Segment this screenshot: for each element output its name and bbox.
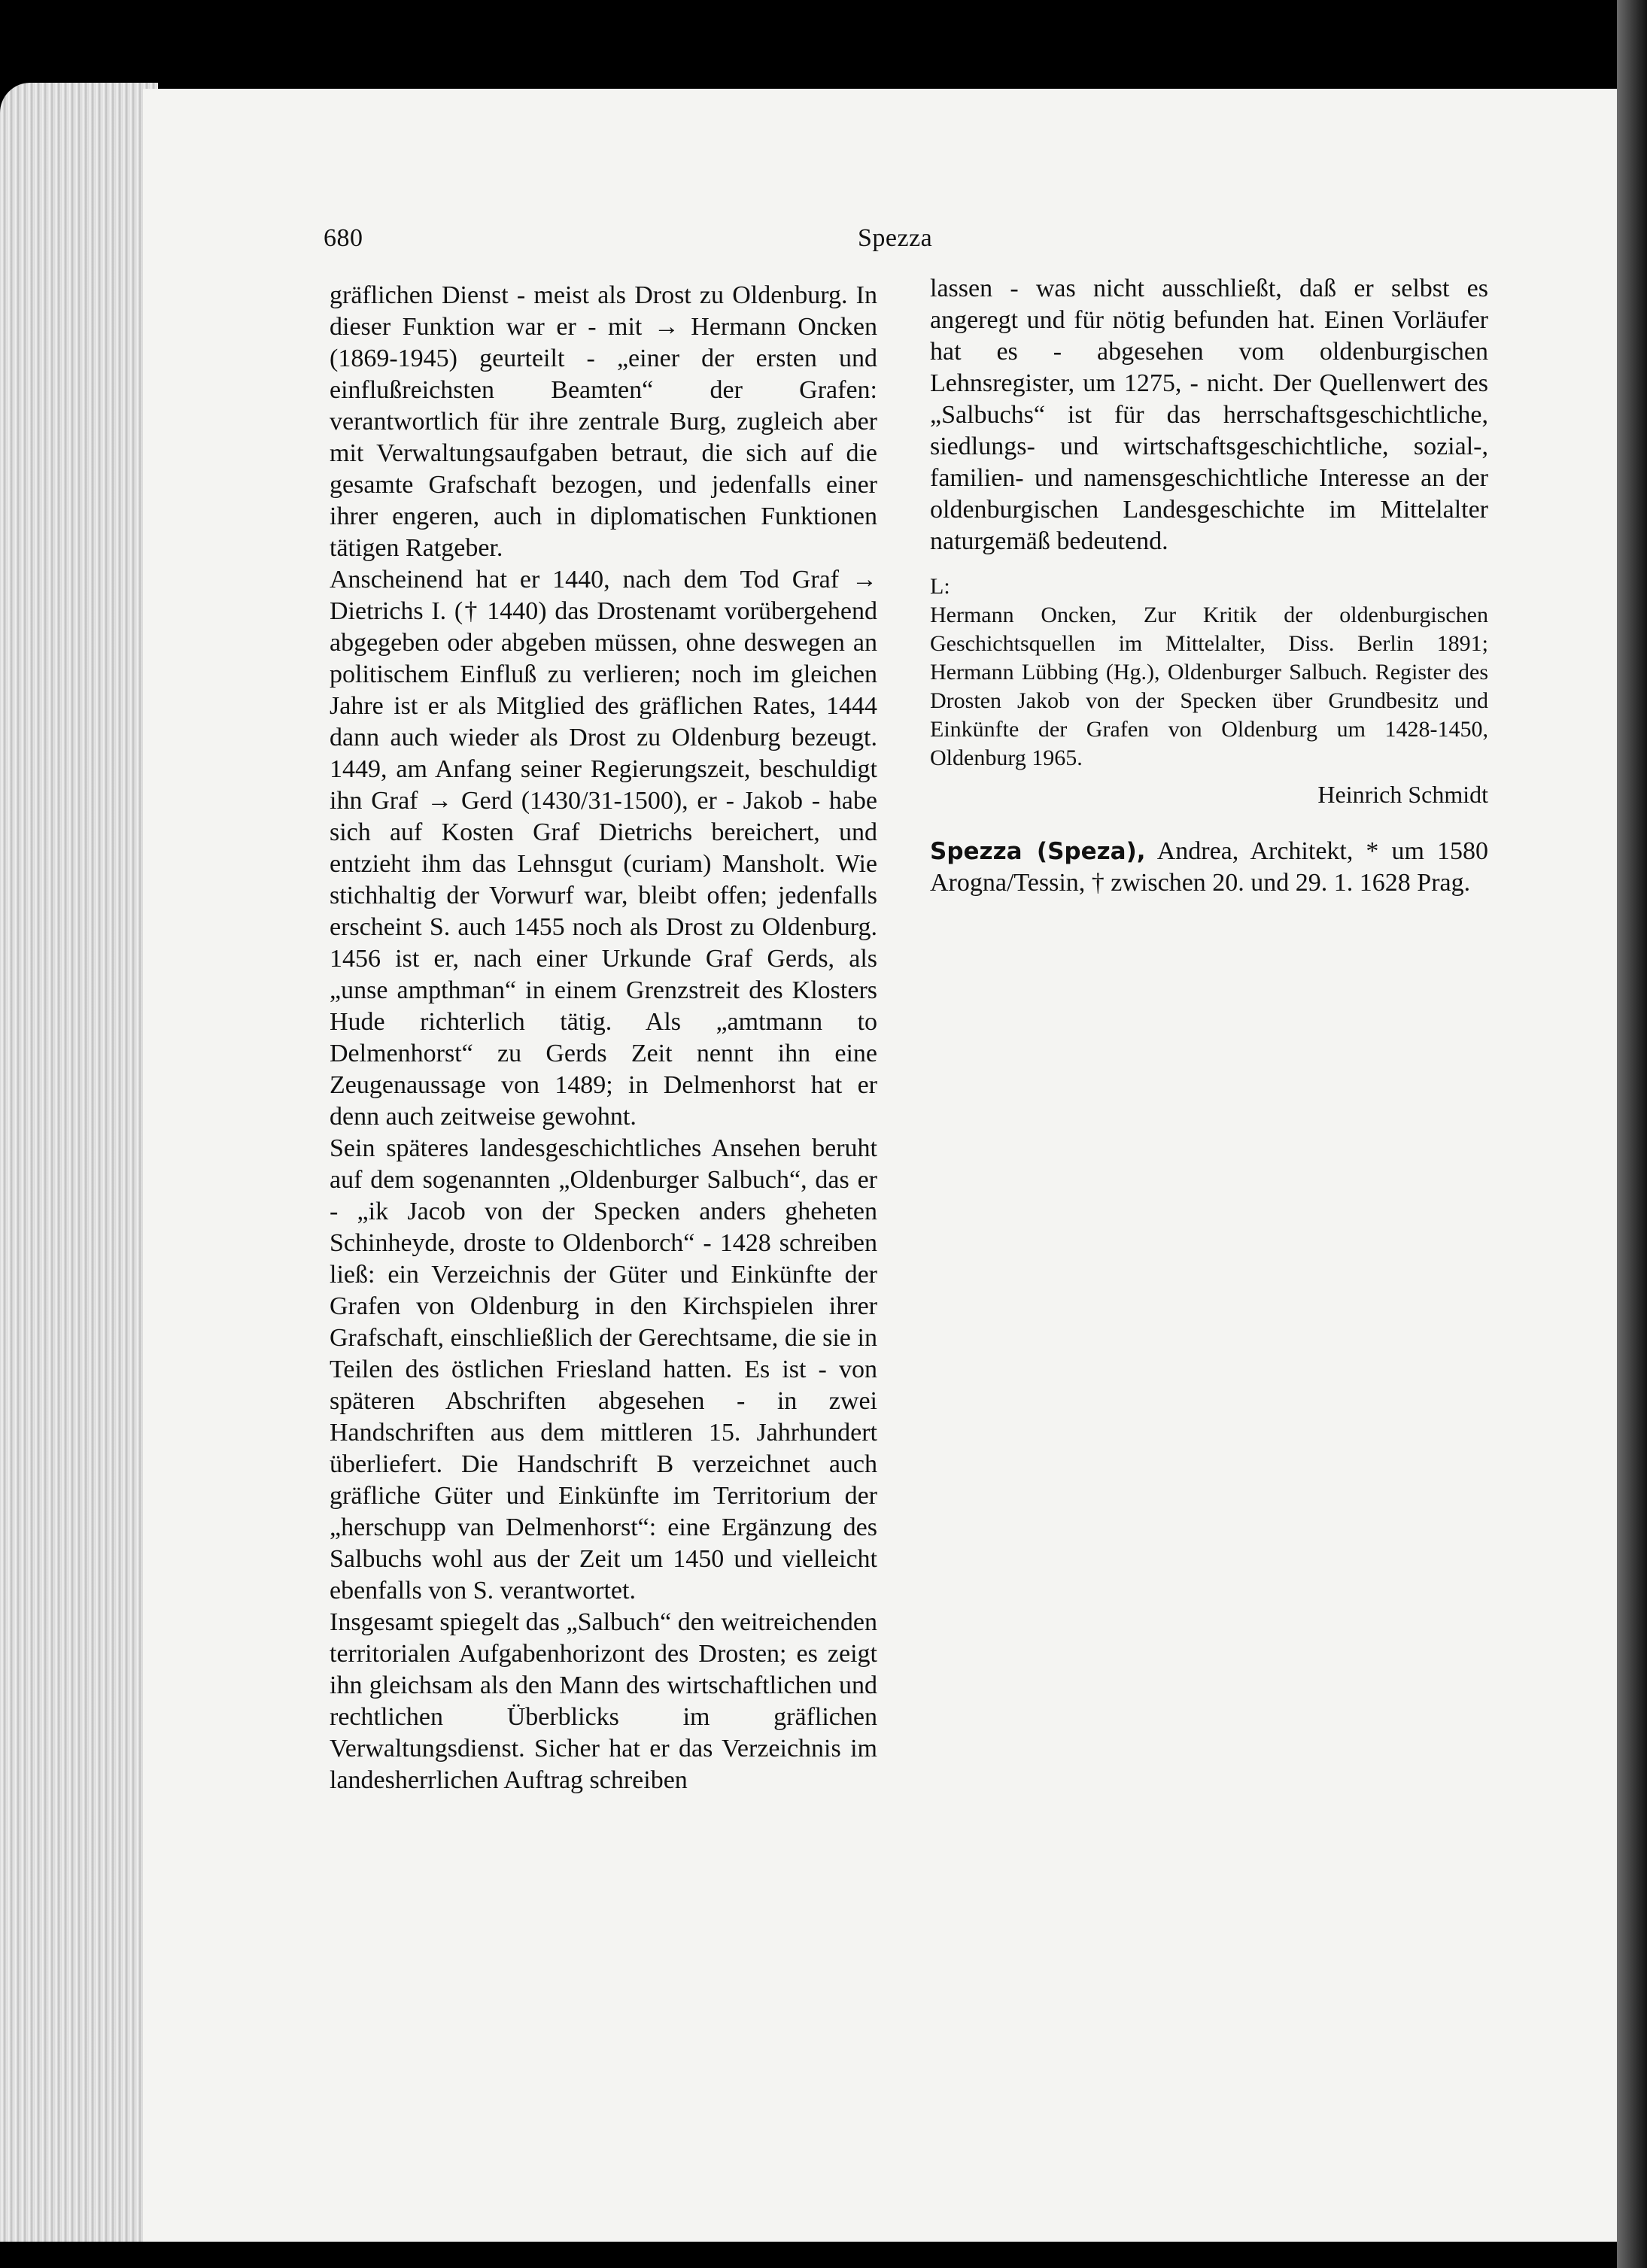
right-column	[930, 273, 1488, 899]
left-paragraph-2: Anscheinend hat er 1440, nach dem Tod Graf → Dietrichs I. († 1440) das Drostenamt vorübergehend abgegeben oder abgeben müssen, ohne deswegen an politischem Einfluß zu verlieren; noch im gleichen Jahre ist er als Mitglied des gräflichen Rates, 1444 dann auch wieder als Drost zu Oldenburg bezeugt. 1449, am Anfang seiner Regierungszeit, beschuldigt ihn Graf → Gerd (1430/31-1500), er - Jakob - habe sich auf Kosten Graf Dietrichs bereichert, und entzieht ihm das Lehnsgut (curiam) Mansholt. Wie stichhaltig der Vorwurf war, bleibt offen; jedenfalls erscheint S. auch 1455 noch als Drost zu Oldenburg. 1456 ist er, nach einer Urkunde Graf Gerds, als „unse ampthman“ in einem Grenzstreit des Klosters Hude richterlich tätig. Als „amtmann to Delmenhorst“ zu Gerds Zeit nennt ihn eine Zeugenaussage von 1489; in Delmenhorst hat er denn auch zeitweise gewohnt.	[330, 566, 877, 1131]
next-entry-heading: Spezza (Speza),	[930, 838, 1146, 865]
next-entry-text: Andrea, Architekt, * um 1580 Arogna/Tessin, † zwischen 20. und 29. 1. 1628 Prag.	[930, 837, 1488, 897]
page-number: 680	[324, 224, 363, 252]
running-title: Spezza	[858, 224, 933, 252]
next-entry	[930, 836, 1488, 899]
left-paragraph-4: Insgesamt spiegelt das „Salbuch“ den weitreichenden territorialen Aufgabenhorizont des Drosten; es zeigt ihn gleichsam als den Mann des wirtschaftlichen und rechtlichen Überblicks im gräflichen Verwaltungsdienst. Sicher hat er das Verzeichnis im landesherrlichen Auftrag schreiben	[330, 1608, 877, 1794]
left-paragraph-3: Sein späteres landesgeschichtliches Ansehen beruht auf dem sogenannten „Oldenburger Salbuch“, das er - „ik Jacob von der Specken anders gheheten Schinheyde, droste to Oldenborch“ - 1428 schreiben ließ: ein Verzeichnis der Güter und Einkünfte der Grafen von Oldenburg in den Kirchspielen ihrer Grafschaft, einschließlich der Gerechtsame, die sie in Teilen des östlichen Friesland hatten. Es ist - von späteren Abschriften abgesehen - in zwei Handschriften aus dem mittleren 15. Jahrhundert überliefert. Die Handschrift B verzeichnet auch gräfliche Güter und Einkünfte im Territorium der „herschupp van Delmenhorst“: eine Ergänzung des Salbuchs wohl aus der Zeit um 1450 und vielleicht ebenfalls von S. verantwortet.	[330, 1134, 877, 1605]
book-page-edges	[0, 83, 158, 2242]
right-paragraph: lassen - was nicht ausschließt, daß er selbst es angeregt und für nötig befunden hat. Einen Vorläufer hat es - abgesehen vom oldenburgischen Lehnsregister, um 1275, - nicht. Der Quellenwert des „Salbuchs“ ist für das herrschaftsgeschichtliche, siedlungs- und wirtschaftsgeschichtliche, sozial-, familien- und namensgeschichtliche Interesse an der oldenburgischen Landesgeschichte im Mittelalter naturgemäß bedeutend.	[930, 275, 1488, 555]
article-author: Heinrich Schmidt	[1317, 781, 1488, 808]
left-paragraph-1: gräflichen Dienst - meist als Drost zu Oldenburg. In dieser Funktion war er - mit → Hermann Oncken (1869-1945) geurteilt - „einer der ersten und einflußreichsten Beamten“ der Grafen: verantwortlich für ihre zentrale Burg, zugleich aber mit Verwaltungsaufgaben betraut, die sich auf die gesamte Grafschaft bezogen, und jedenfalls einer ihrer engeren, auch in diplomatischen Funktionen tätigen Ratgeber.	[330, 281, 877, 562]
left-column	[330, 280, 877, 1796]
literature-text: Hermann Oncken, Zur Kritik der oldenburgischen Geschichtsquellen im Mittelalter, Diss. Berlin 1891; Hermann Lübbing (Hg.), Oldenburger Salbuch. Register des Drosten Jakob von der Specken über Grundbesitz und Einkünfte der Grafen von Oldenburg um 1428-1450, Oldenburg 1965.	[930, 603, 1488, 770]
literature-label: L:	[930, 574, 950, 599]
binding-shadow	[1617, 0, 1647, 2268]
